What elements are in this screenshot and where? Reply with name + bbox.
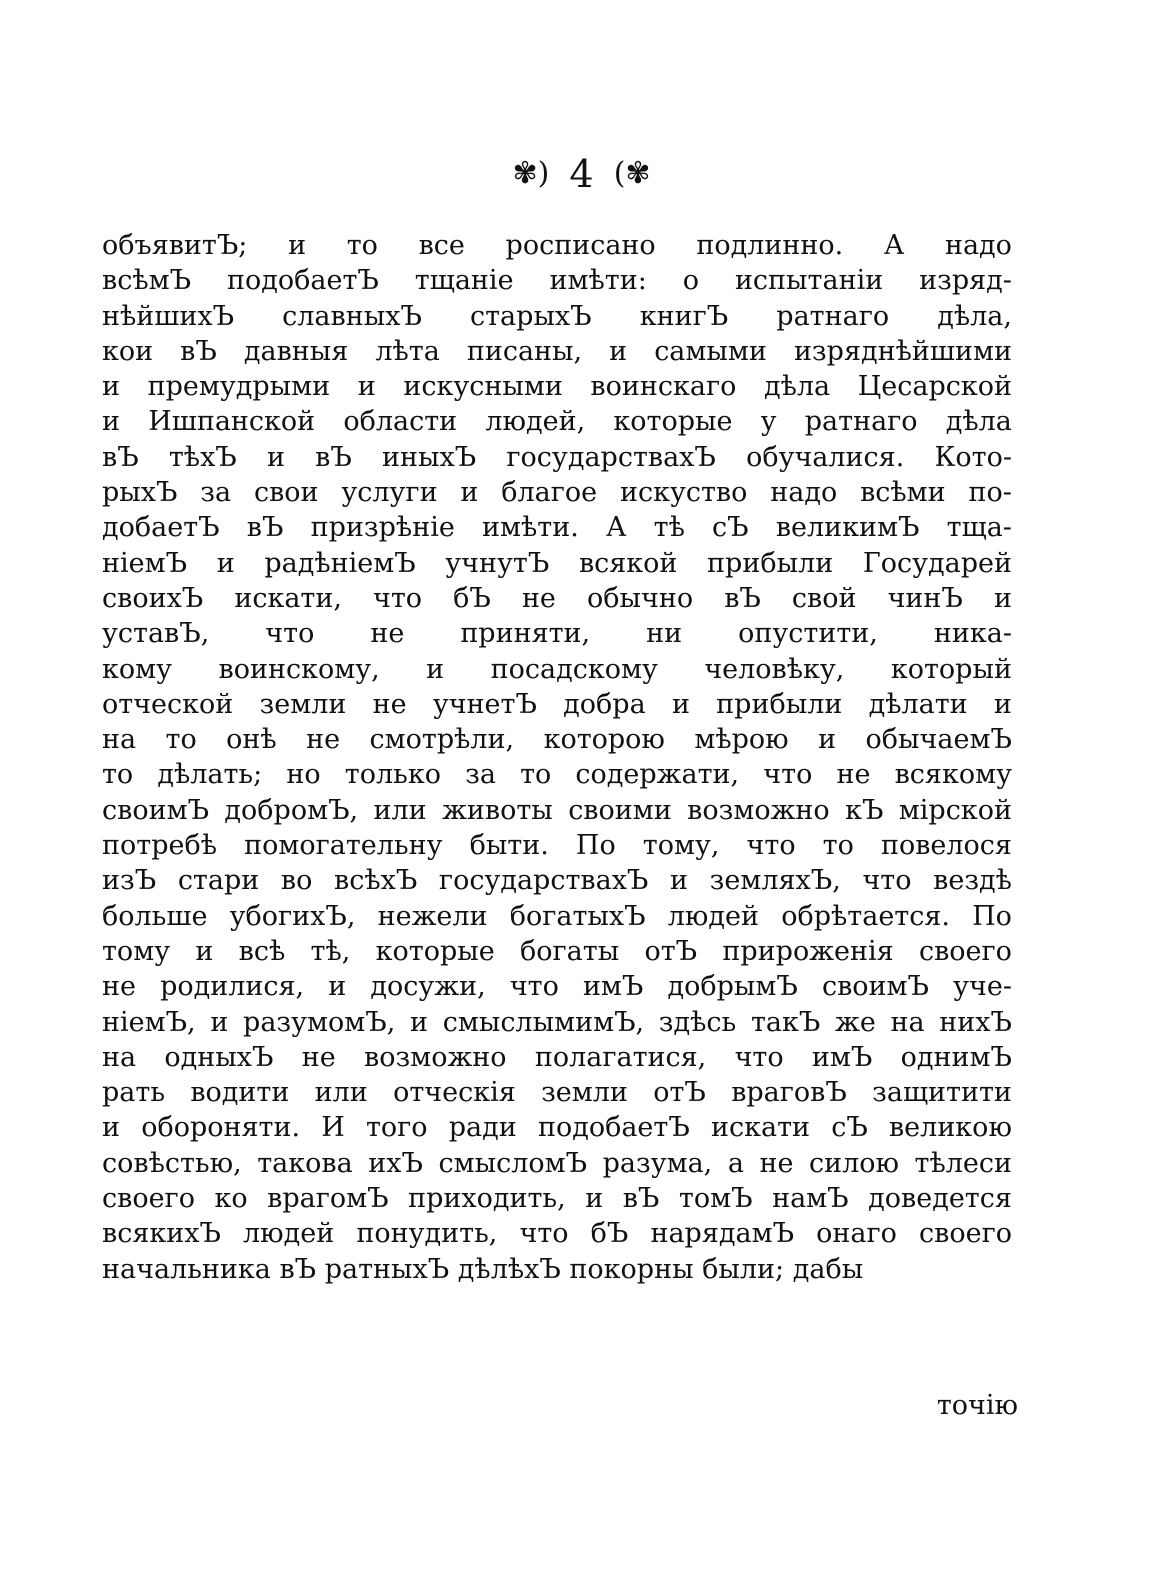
page-header — [0, 140, 1163, 204]
word: и — [328, 971, 347, 1003]
word: такЪ — [750, 1006, 821, 1038]
word: однимЪ — [900, 1041, 1012, 1073]
text-line — [102, 934, 1012, 969]
text-line — [102, 1110, 1012, 1145]
text-line — [102, 369, 1012, 404]
word: нарядамЪ — [650, 1218, 795, 1250]
word: что — [265, 618, 315, 650]
word: смотрѣли, — [369, 724, 515, 756]
word: уставЪ, — [102, 618, 210, 650]
text-line — [102, 899, 1012, 934]
word: и — [288, 230, 307, 261]
word: испытанiи — [734, 265, 884, 297]
word: за — [200, 477, 232, 509]
word: что — [862, 865, 912, 897]
word: самыми — [654, 335, 767, 367]
text-line — [102, 475, 1012, 510]
word: своимЪ — [821, 971, 929, 1003]
word: полагатися, — [534, 1041, 707, 1073]
word: давныя — [243, 335, 349, 367]
word: у — [760, 406, 777, 438]
word: искати, — [234, 582, 342, 614]
word: что — [509, 971, 559, 1003]
word: о — [682, 265, 699, 297]
word: отческой — [102, 688, 234, 720]
word: своего — [918, 935, 1012, 967]
word: вЪ — [180, 335, 217, 367]
word: нiемЪ — [102, 547, 188, 579]
text-line — [102, 1075, 1012, 1110]
word: ратнаго — [804, 406, 918, 438]
word: нiемЪ, — [102, 1006, 196, 1038]
text-line — [102, 1252, 1012, 1287]
word: доведется — [868, 1183, 1012, 1215]
word: великимЪ — [775, 512, 920, 544]
word: помогательну — [244, 830, 443, 862]
word: уче- — [953, 971, 1012, 1003]
word: быти. — [469, 830, 549, 862]
word: вЪ — [622, 1183, 660, 1215]
word: государствахЪ — [506, 441, 716, 473]
word: который — [890, 653, 1012, 685]
text-line — [102, 863, 1012, 898]
word: премудрыми — [147, 371, 331, 403]
word: имЪ — [582, 971, 644, 1003]
word: досужи, — [370, 971, 486, 1003]
word: надо — [944, 230, 1012, 261]
text-line — [102, 263, 1012, 298]
text-line — [102, 722, 1012, 757]
text-line — [102, 299, 1012, 334]
word: то — [102, 759, 134, 791]
word: и — [670, 865, 689, 897]
word: понудить, — [356, 1218, 498, 1250]
word: своихЪ — [102, 582, 204, 614]
word: не — [370, 618, 405, 650]
word: великою — [888, 1112, 1012, 1144]
catchword: точiю — [936, 1390, 1018, 1421]
word: воинскому, — [218, 653, 380, 685]
word: совѣстью, — [102, 1147, 242, 1179]
word: возможно — [364, 1041, 507, 1073]
word: были; — [702, 1253, 785, 1285]
word: подлинно. — [696, 230, 844, 261]
word: что — [373, 582, 423, 614]
word: вЪ — [724, 582, 761, 614]
word: нѣйшихЪ — [102, 300, 235, 332]
word: воинскаго — [590, 371, 737, 403]
word: на — [102, 1041, 137, 1073]
word: стари — [177, 865, 260, 897]
word: росписано — [505, 230, 656, 261]
word: по- — [968, 477, 1012, 509]
body-text — [102, 228, 1012, 1287]
word: отЪ — [653, 1077, 706, 1109]
word: только — [344, 759, 441, 791]
word: вЪ — [102, 441, 139, 473]
word: богаты — [520, 935, 620, 967]
word: вЪ — [315, 441, 352, 473]
word: начальника — [102, 1253, 271, 1285]
word: своими — [568, 794, 672, 826]
word: призрѣнiе — [310, 512, 455, 544]
word: объявитЪ; — [102, 230, 248, 261]
word: своего — [102, 1183, 195, 1215]
word: всякому — [894, 759, 1012, 791]
text-line — [102, 793, 1012, 828]
word: А — [606, 512, 627, 544]
word: изряд- — [919, 265, 1012, 297]
word: обучалися. — [746, 441, 905, 473]
word: добра — [563, 688, 646, 720]
word: такова — [257, 1147, 353, 1179]
word: что — [763, 759, 813, 791]
text-line — [102, 440, 1012, 475]
word: тому — [102, 935, 171, 967]
text-line — [102, 334, 1012, 369]
word: земляхЪ, — [709, 865, 841, 897]
word: кому — [102, 653, 173, 685]
word: прироженiя — [722, 935, 894, 967]
word: онѣ — [226, 724, 277, 756]
word: ихЪ — [368, 1147, 423, 1179]
word: что — [746, 830, 796, 862]
word: области — [343, 406, 458, 438]
word: имЪ — [811, 1041, 873, 1073]
word: томЪ — [678, 1183, 753, 1215]
word: благое — [501, 477, 598, 509]
word: тща- — [946, 512, 1012, 544]
word: силою — [808, 1147, 899, 1179]
word: добромЪ, — [224, 794, 359, 826]
word: больше — [102, 900, 208, 932]
word: книгЪ — [639, 300, 729, 332]
text-line — [102, 546, 1012, 581]
word: всякихЪ — [102, 1218, 221, 1250]
word: и — [357, 371, 376, 403]
word: тѣлеси — [914, 1147, 1012, 1179]
word: за — [465, 759, 496, 791]
word: а — [727, 1147, 744, 1179]
word: всѣмЪ — [102, 265, 192, 297]
word: лѣта — [375, 335, 440, 367]
word: и — [671, 688, 690, 720]
word: отческiя — [393, 1077, 516, 1109]
word: и — [993, 582, 1012, 614]
word: тщанiе — [414, 265, 514, 297]
word: или — [314, 1077, 368, 1109]
text-line — [102, 1040, 1012, 1075]
word: возможно — [687, 794, 830, 826]
word: онаго — [816, 1218, 897, 1250]
word: которые — [375, 935, 495, 967]
word: повелося — [880, 830, 1012, 862]
word: людей — [667, 900, 760, 932]
text-line — [102, 1146, 1012, 1181]
word: людей — [243, 1218, 335, 1250]
word: потребѣ — [102, 830, 217, 862]
word: того — [365, 1112, 428, 1144]
word: дѣлѣхЪ — [457, 1253, 561, 1285]
word: старыхЪ — [470, 300, 592, 332]
word: богатыхЪ — [509, 900, 646, 932]
word: защитити — [872, 1077, 1012, 1109]
word: и — [426, 653, 445, 685]
word: Ишпанской — [148, 406, 316, 438]
word: писаны, — [466, 335, 583, 367]
word: намЪ — [772, 1183, 849, 1215]
word: и — [609, 335, 628, 367]
word: и — [210, 1006, 229, 1038]
word: враговЪ — [731, 1077, 847, 1109]
word: не — [521, 582, 556, 614]
word: убогихЪ, — [229, 900, 356, 932]
text-line — [102, 1005, 1012, 1040]
word: добаетЪ — [102, 512, 220, 544]
word: и — [102, 1112, 120, 1144]
word: на — [890, 1006, 925, 1038]
word: ко — [214, 1183, 248, 1215]
word: ника- — [933, 618, 1012, 650]
word: и — [102, 406, 120, 438]
word: тѣ — [653, 512, 685, 544]
word: опустити, — [738, 618, 878, 650]
word: чинЪ — [887, 582, 963, 614]
word: посадскому — [490, 653, 658, 685]
word: человѣку, — [704, 653, 845, 685]
word: прибыли — [716, 688, 843, 720]
word: мiрской — [898, 794, 1012, 826]
word: подобаетЪ — [227, 265, 379, 297]
text-line — [102, 581, 1012, 616]
word: рыхЪ — [102, 477, 178, 509]
text-line — [102, 652, 1012, 687]
word: Кото- — [934, 441, 1012, 473]
word: людей, — [485, 406, 586, 438]
text-line — [102, 228, 1012, 263]
word: По — [972, 900, 1012, 932]
word: и — [460, 477, 479, 509]
word: бЪ — [590, 1218, 629, 1250]
word: учнутЪ — [445, 547, 550, 579]
left-ornament-icon: ✾) — [512, 155, 550, 191]
word: всѣми — [860, 477, 946, 509]
word: дѣла, — [937, 300, 1012, 332]
word: добрымЪ — [667, 971, 798, 1003]
word: надо — [770, 477, 838, 509]
word: и — [410, 1006, 429, 1038]
word: прибыли — [707, 547, 834, 579]
word: и — [195, 935, 214, 967]
word: и — [216, 547, 235, 579]
word: покорны — [569, 1253, 694, 1285]
word: государствахЪ — [438, 865, 649, 897]
word: приходить, — [408, 1183, 566, 1215]
word: свои — [253, 477, 319, 509]
word: не — [372, 688, 407, 720]
text-line — [102, 404, 1012, 439]
word: обороняти. — [141, 1112, 301, 1144]
word: не — [306, 724, 341, 756]
word: то — [346, 230, 378, 261]
word: земли — [259, 688, 347, 720]
word: искусными — [403, 371, 563, 403]
word: имѣти. — [482, 512, 579, 544]
word: и — [585, 1183, 604, 1215]
text-line — [102, 687, 1012, 722]
word: и — [102, 371, 120, 403]
word: нихЪ — [939, 1006, 1012, 1038]
word: подобаетЪ — [537, 1112, 690, 1144]
word: обычаемЪ — [865, 724, 1012, 756]
word: которые — [613, 406, 733, 438]
word: славныхЪ — [282, 300, 422, 332]
word: нежели — [377, 900, 488, 932]
word: врагомЪ — [267, 1183, 389, 1215]
word: вездѣ — [933, 865, 1012, 897]
word: обычно — [587, 582, 694, 614]
word: на — [102, 724, 137, 756]
word: дѣла — [945, 406, 1012, 438]
word: искуство — [620, 477, 748, 509]
word: дѣла — [763, 371, 831, 403]
word: и — [266, 441, 285, 473]
word: земли — [541, 1077, 628, 1109]
word: И — [321, 1112, 345, 1144]
word: родилися, — [160, 971, 305, 1003]
word: отЪ — [644, 935, 698, 967]
word: вЪ — [246, 512, 284, 544]
word: то — [165, 724, 197, 756]
word: всѣ — [238, 935, 286, 967]
word: услуги — [341, 477, 438, 509]
word: учнетЪ — [432, 688, 537, 720]
text-line — [102, 969, 1012, 1004]
word: содержати, — [575, 759, 740, 791]
word: не — [836, 759, 871, 791]
word: радѣнiемЪ — [264, 547, 416, 579]
word: и — [818, 724, 837, 756]
word: кЪ — [845, 794, 884, 826]
word: же — [835, 1006, 876, 1038]
word: во — [280, 865, 313, 897]
word: то — [520, 759, 552, 791]
word: мѣрою — [694, 724, 789, 756]
word: одныхЪ — [164, 1041, 274, 1073]
text-line — [102, 757, 1012, 792]
word: не — [102, 971, 136, 1003]
word: искати — [711, 1112, 811, 1144]
word: но — [286, 759, 321, 791]
word: своего — [919, 1218, 1012, 1250]
word: изЪ — [102, 865, 157, 897]
word: иныхЪ — [382, 441, 477, 473]
word: тѣ, — [310, 935, 351, 967]
word: По — [575, 830, 616, 862]
word: тому, — [642, 830, 720, 862]
word: не — [301, 1041, 336, 1073]
word: вЪ — [279, 1253, 317, 1285]
word: ратныхЪ — [324, 1253, 450, 1285]
word: ни — [646, 618, 683, 650]
word: рать — [102, 1077, 166, 1109]
word: дабы — [792, 1253, 864, 1285]
word: сЪ — [712, 512, 749, 544]
word: приняти, — [460, 618, 591, 650]
word: все — [418, 230, 465, 261]
word: ради — [448, 1112, 517, 1144]
word: бЪ — [453, 582, 491, 614]
word: что — [519, 1218, 569, 1250]
text-line — [102, 510, 1012, 545]
word: то — [822, 830, 854, 862]
text-line — [102, 1181, 1012, 1216]
text-line — [102, 1216, 1012, 1251]
word: сЪ — [831, 1112, 868, 1144]
right-ornament-icon: (✾ — [613, 155, 651, 191]
text-line — [102, 828, 1012, 863]
text-line — [102, 616, 1012, 651]
word: свой — [791, 582, 857, 614]
word: которою — [543, 724, 665, 756]
word: водити — [190, 1077, 290, 1109]
word: Государей — [862, 547, 1012, 579]
word: изряднѣйшими — [793, 335, 1012, 367]
word: что — [734, 1041, 784, 1073]
word: А — [883, 230, 905, 261]
word: смысломЪ — [438, 1147, 588, 1179]
word: смыслымимЪ, — [442, 1006, 645, 1038]
word: и — [993, 688, 1012, 720]
word: разума, — [602, 1147, 713, 1179]
word: тѣхЪ — [168, 441, 237, 473]
word: разумомЪ, — [243, 1006, 396, 1038]
word: или — [373, 794, 427, 826]
word: здѣсь — [658, 1006, 737, 1038]
word: имѣти: — [549, 265, 647, 297]
word: дѣлати — [868, 688, 968, 720]
page-number: 4 — [569, 151, 594, 196]
word: своимЪ — [102, 794, 210, 826]
word: не — [759, 1147, 794, 1179]
word: всѣхЪ — [334, 865, 418, 897]
word: животы — [442, 794, 553, 826]
word: обрѣтается. — [781, 900, 950, 932]
word: Цесарской — [857, 371, 1012, 403]
word: ратнаго — [776, 300, 890, 332]
word: дѣлать; — [157, 759, 263, 791]
word: кои — [102, 335, 154, 367]
word: всякой — [578, 547, 678, 579]
